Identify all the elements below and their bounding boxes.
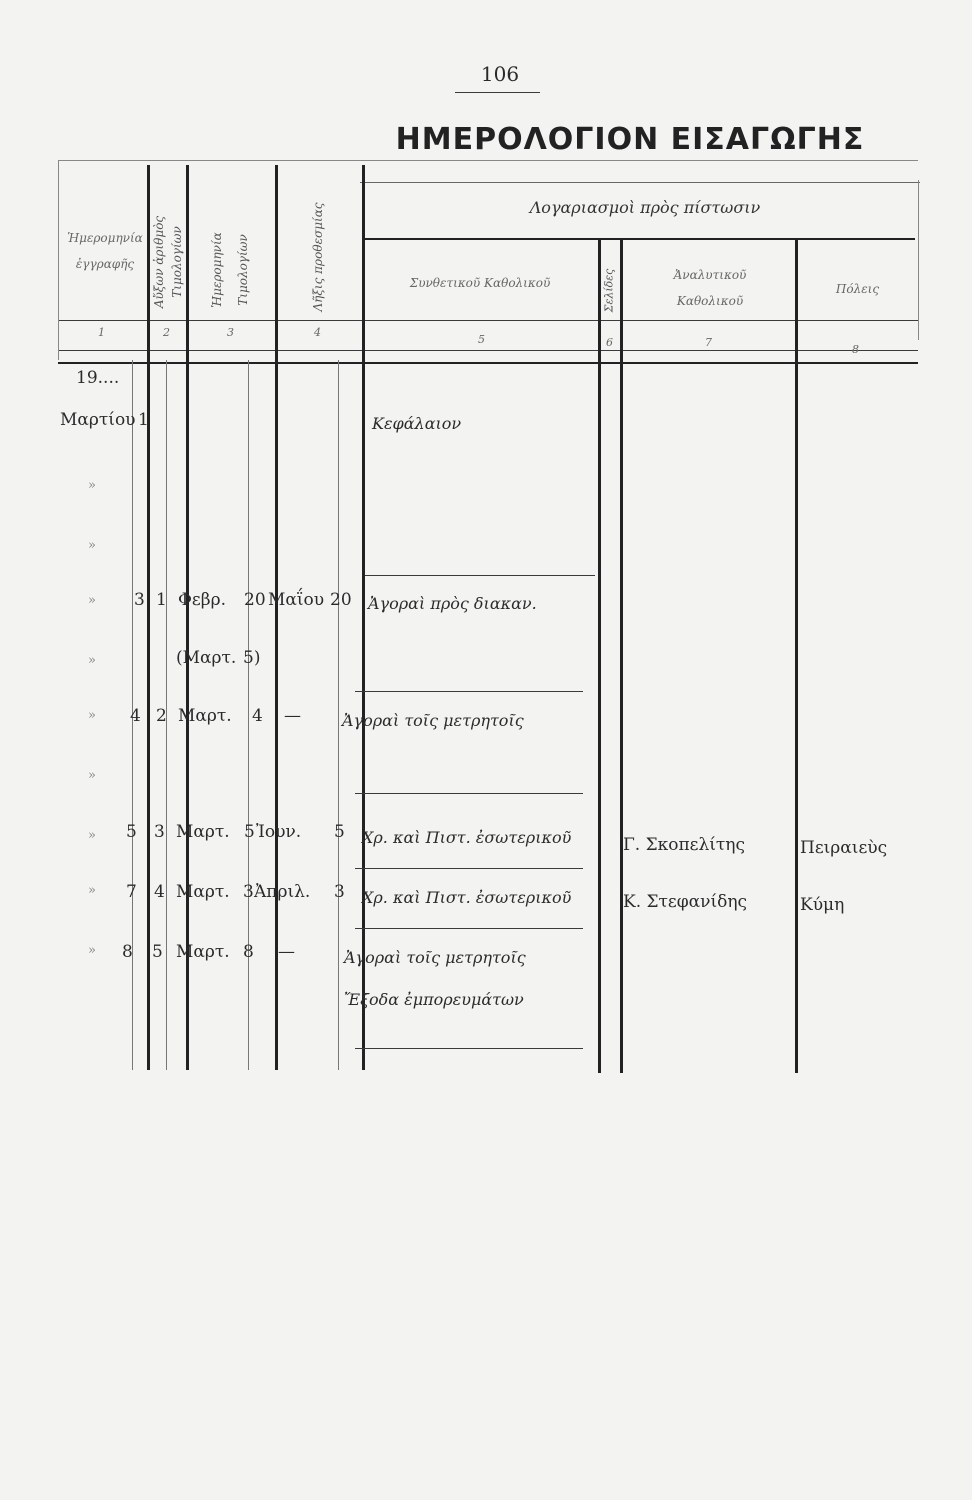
- header-date: Ἡμερομηνία ἐγγραφῆς: [67, 231, 143, 271]
- col-number-1: 1: [98, 326, 105, 339]
- row-analytic-account: Κ. Στεφανίδης: [623, 892, 748, 912]
- row-invoice-no: 4: [154, 882, 165, 902]
- row-city: Κύμη: [800, 895, 845, 915]
- ditto-mark: »: [88, 883, 96, 898]
- row-invoice-day: 4: [252, 706, 263, 726]
- row-account-second: Ἔξοδα ἐμπορευμάτων: [344, 990, 524, 1009]
- row-due-day: 5: [334, 822, 345, 842]
- ditto-mark: »: [88, 653, 96, 668]
- row-day: 5: [126, 822, 137, 842]
- row-invoice-date: Μαρτ.: [176, 882, 230, 902]
- year: 19....: [76, 368, 120, 388]
- header-analytic-ledger: Ἀναλυτικοῦ Καθολικοῦ: [673, 268, 747, 308]
- row-due-day: 3: [334, 882, 345, 902]
- col-number-3: 3: [227, 326, 234, 339]
- row-analytic-account: Γ. Σκοπελίτης: [623, 835, 746, 855]
- row-invoice-day: 3: [243, 882, 254, 902]
- row-due-date: —: [284, 706, 301, 726]
- row-invoice-day: 20: [244, 590, 266, 610]
- row-account: Κεφάλαιον: [372, 414, 462, 433]
- row-due-day: 20: [330, 590, 352, 610]
- row-day: 7: [126, 882, 137, 902]
- ditto-mark: »: [88, 708, 96, 723]
- ditto-mark: »: [88, 478, 96, 493]
- page-number-rule: [455, 92, 540, 93]
- row-day: 4: [130, 706, 141, 726]
- month: Μαρτίου: [60, 410, 136, 430]
- header-page: Σελίδες: [602, 268, 616, 313]
- row-invoice-day: 5): [243, 648, 261, 668]
- ditto-mark: »: [88, 828, 96, 843]
- row-due-date: Ἀπριλ.: [254, 882, 311, 902]
- row-account: Χρ. καὶ Πιστ. ἐσωτερικοῦ: [362, 888, 572, 907]
- ditto-mark: »: [88, 593, 96, 608]
- row-invoice-date: Μαρτ.: [176, 942, 230, 962]
- col-number-7: 7: [705, 336, 712, 349]
- ditto-mark: »: [88, 768, 96, 783]
- header-credit-accounts: Λογαριασμοὶ πρὸς πίστωσιν: [529, 198, 761, 217]
- ditto-mark: »: [88, 943, 96, 958]
- row-invoice-day: 5: [244, 822, 255, 842]
- col-number-6: 6: [606, 336, 613, 349]
- row-due-date: Ἰουν.: [256, 822, 302, 842]
- row-invoice-no: 5: [152, 942, 163, 962]
- header-general-ledger: Συνθετικοῦ Καθολικοῦ: [409, 276, 551, 290]
- col-number-8: 8: [852, 343, 859, 356]
- row-invoice-no: 3: [154, 822, 165, 842]
- row-city: Πειραιεὺς: [800, 838, 888, 858]
- row-day: 1: [138, 410, 149, 430]
- row-invoice-date: Φεβρ.: [178, 590, 226, 610]
- row-account: Ἀγοραὶ πρὸς διακαν.: [368, 594, 537, 613]
- row-due-date: —: [278, 942, 295, 962]
- row-invoice-date: Μαρτ.: [176, 822, 230, 842]
- row-day: 8: [122, 942, 133, 962]
- ditto-mark: »: [88, 538, 96, 553]
- row-due-date: Μαΐου: [268, 590, 325, 610]
- col-number-4: 4: [314, 326, 321, 339]
- col-number-2: 2: [163, 326, 170, 339]
- row-invoice-no: 1: [156, 590, 167, 610]
- row-invoice-no: 2: [156, 706, 167, 726]
- row-day: 3: [134, 590, 145, 610]
- header-invoice-date: Ἡμερομηνία Τιμολογίων: [210, 232, 250, 308]
- header-invoice-no: Αὔξων ἀριθμὸς Τιμολογίων: [152, 215, 184, 309]
- col-number-5: 5: [478, 333, 485, 346]
- header-cities: Πόλεις: [835, 282, 880, 296]
- header-due-date: Λῆξις προθεσμίας: [311, 202, 325, 312]
- row-invoice-date: (Μαρτ.: [176, 648, 237, 668]
- row-invoice-day: 8: [243, 942, 254, 962]
- row-account: Ἀγοραὶ τοῖς μετρητοῖς: [344, 948, 526, 967]
- row-invoice-date: Μαρτ.: [178, 706, 232, 726]
- row-account: Ἀγοραὶ τοῖς μετρητοῖς: [342, 711, 524, 730]
- page-title: ΗΜΕΡΟΛΟΓΙΟΝ ΕΙΣΑΓΩΓΗΣ: [395, 122, 865, 157]
- row-account: Χρ. καὶ Πιστ. ἐσωτερικοῦ: [362, 828, 572, 847]
- page-number: 106: [480, 62, 520, 86]
